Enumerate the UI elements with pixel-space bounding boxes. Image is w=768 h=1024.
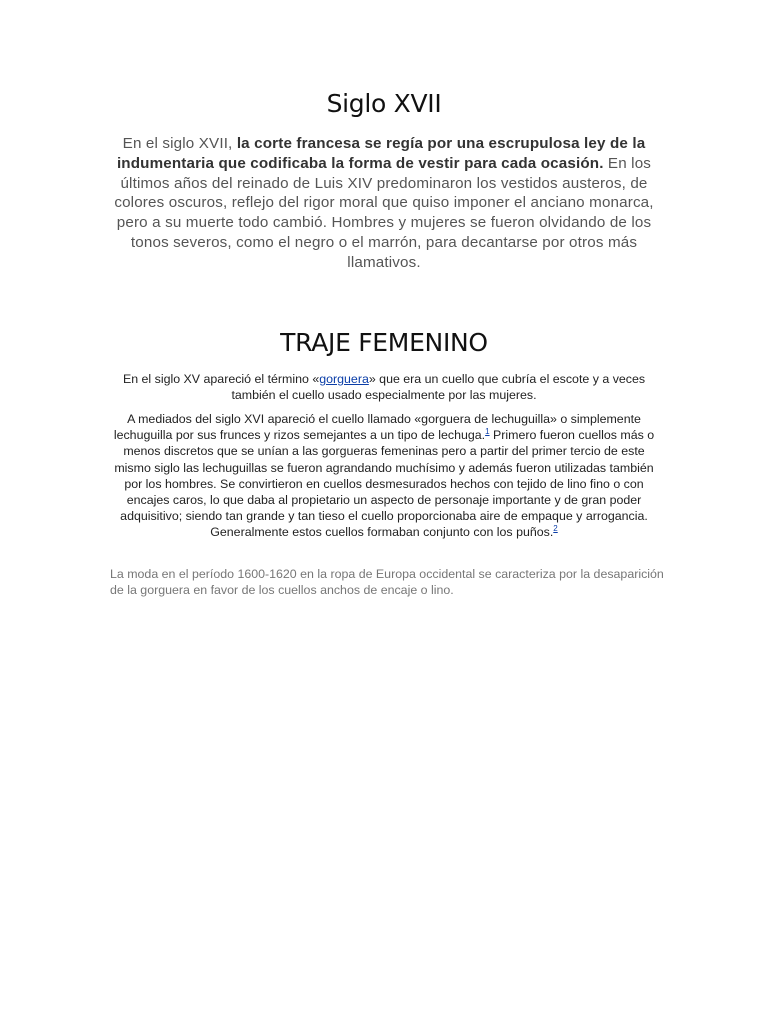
footnote-ref-2[interactable]: 2 (553, 524, 558, 534)
gorguera-text-before: En el siglo XV apareció el término « (122, 372, 320, 386)
gorguera-paragraph (108, 371, 660, 403)
section-heading: TRAJE FEMENINO (280, 328, 488, 357)
footnote-ref-1[interactable]: 1 (485, 427, 490, 437)
gorguera-text-after: » que era un cuello que cubría el escote y a veces también el cuello usado especialmente por las mujeres. (231, 372, 646, 403)
gorguera-link[interactable]: gorguera (319, 372, 369, 386)
page-title: Siglo XVII (326, 89, 442, 118)
intro-bold-text: la corte francesa se regía por una escrupulosa ley de la indumentaria que codificaba la forma de vestir para cada ocasión. (116, 135, 646, 172)
intro-lead-text: En el siglo XVII, (122, 135, 237, 152)
lechuguilla-text-part2: Primero fueron cuellos más o menos discretos que se unían a las gorgueras femeninas pero a partir del primer tercio de este mismo siglo las lechuguillas se fueron agrandando muchísimo y además fueron utilizadas también por los hombres. Se convirtieron en cuellos desmesurados hechos con tejido de lino fino o con encajes caros, lo que daba al propietario un aspecto de personaje importante y de gran poder adquisitivo; siendo tan grande y tan tieso el cuello proporcionaba aire de empaque y arrogancia. Generalmente estos cuellos formaban conjunto con los puños. (114, 428, 655, 540)
fashion-note-paragraph: La moda en el período 1600-1620 en la ropa de Europa occidental se caracteriza por la desaparición de la gorguera en favor de los cuellos anchos de encaje o lino. (110, 567, 664, 597)
intro-paragraph (108, 134, 660, 273)
lechuguilla-text-part1: A mediados del siglo XVI apareció el cuello llamado «gorguera de lechuguilla» o simplemente lechuguilla por sus frunces y rizos semejantes a un tipo de lechuga. (113, 412, 641, 443)
intro-rest-text: En los últimos años del reinado de Luis XIV predominaron los vestidos austeros, de colores oscuros, reflejo del rigor moral que quiso imponer el anciano monarca, pero a su muerte todo cambió. Hombres y mujeres se fueron olvidando de los tonos severos, como el negro o el marrón, para decantarse por otros más llamativos. (114, 154, 654, 271)
lechuguilla-paragraph (108, 411, 660, 541)
